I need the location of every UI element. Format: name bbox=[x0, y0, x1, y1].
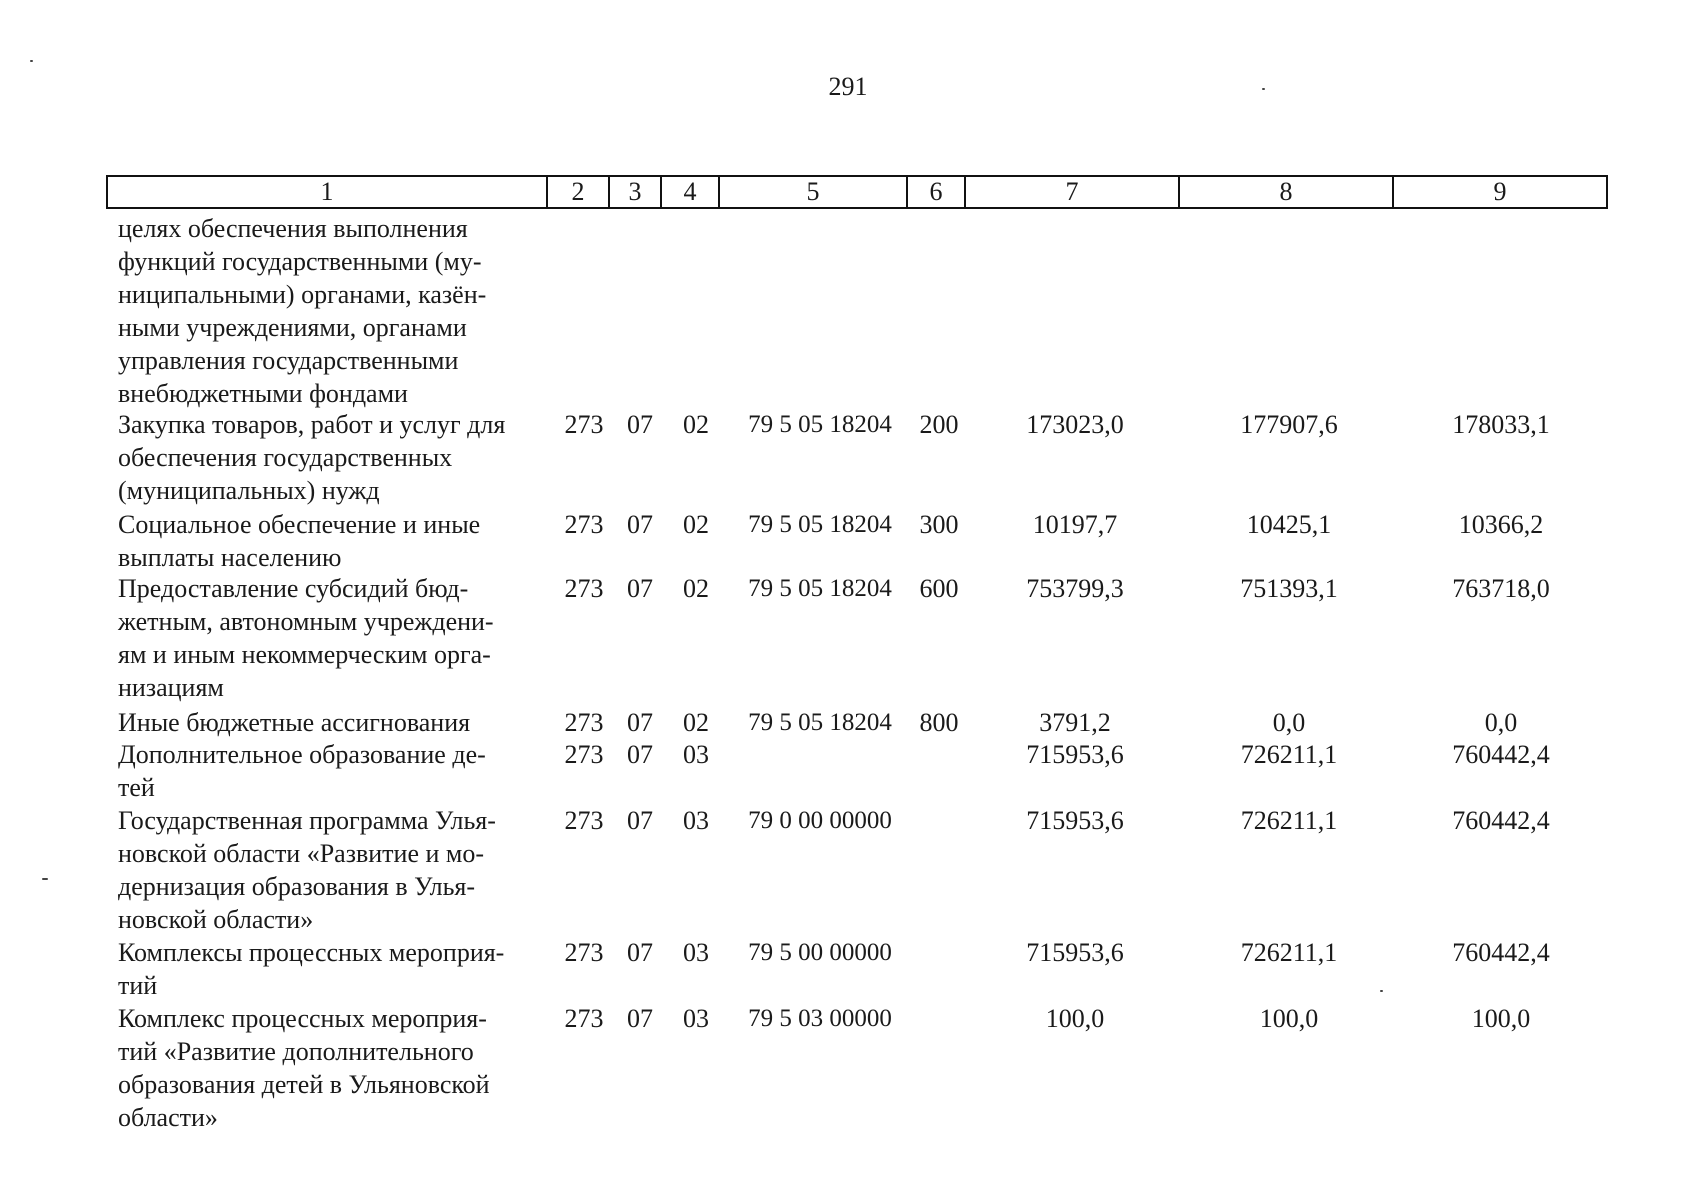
scan-speck bbox=[1380, 990, 1383, 992]
amount-year-3: 760442,4 bbox=[1452, 806, 1550, 835]
description-line: тей bbox=[118, 773, 155, 802]
target-article-code: 79 5 00 00000 bbox=[748, 939, 892, 966]
amount-year-2: 751393,1 bbox=[1240, 574, 1338, 603]
expense-type-code: 800 bbox=[919, 708, 959, 737]
section-code: 07 bbox=[627, 410, 653, 439]
row-description bbox=[118, 706, 538, 739]
description-line: Социальное обеспечение и иные bbox=[118, 510, 481, 539]
section-code: 07 bbox=[627, 938, 653, 967]
amount-year-1: 3791,2 bbox=[1039, 708, 1111, 737]
description-line: (муниципальных) нужд bbox=[118, 476, 380, 505]
row-description bbox=[118, 936, 538, 1002]
column-header-7: 7 bbox=[965, 176, 1179, 208]
amount-year-3: 10366,2 bbox=[1458, 510, 1544, 539]
amount-year-1: 715953,6 bbox=[1026, 806, 1124, 835]
column-header-9: 9 bbox=[1393, 176, 1607, 208]
section-code: 07 bbox=[627, 510, 653, 539]
subsection-code: 02 bbox=[683, 708, 709, 737]
column-header-5: 5 bbox=[719, 176, 907, 208]
amount-year-1: 100,0 bbox=[1045, 1004, 1105, 1033]
description-line: Иные бюджетные ассигнования bbox=[118, 708, 471, 737]
description-line: Дополнительное образование де- bbox=[118, 740, 486, 769]
description-line: тий «Развитие дополнительного bbox=[118, 1037, 474, 1066]
target-article-code: 79 5 05 18204 bbox=[748, 511, 892, 538]
amount-year-2: 100,0 bbox=[1259, 1004, 1319, 1033]
row-description bbox=[118, 738, 538, 804]
column-header-1: 1 bbox=[107, 176, 547, 208]
amount-year-1: 753799,3 bbox=[1026, 574, 1124, 603]
section-code: 07 bbox=[627, 708, 653, 737]
grbs-code: 273 bbox=[564, 574, 604, 603]
description-line: низациям bbox=[118, 673, 224, 702]
amount-year-3: 760442,4 bbox=[1452, 740, 1550, 769]
column-number-header bbox=[106, 175, 1608, 209]
section-code: 07 bbox=[627, 574, 653, 603]
subsection-code: 02 bbox=[683, 574, 709, 603]
section-code: 07 bbox=[627, 740, 653, 769]
column-header-4: 4 bbox=[661, 176, 719, 208]
expense-type-code: 200 bbox=[919, 410, 959, 439]
description-line: ными учреждениями, органами bbox=[118, 313, 467, 342]
description-line: внебюджетными фондами bbox=[118, 379, 408, 408]
amount-year-2: 726211,1 bbox=[1240, 806, 1338, 835]
amount-year-3: 763718,0 bbox=[1452, 574, 1550, 603]
description-line: Государственная программа Улья- bbox=[118, 806, 496, 835]
expense-type-code: 600 bbox=[919, 574, 959, 603]
row-description bbox=[118, 1002, 538, 1134]
expense-type-code: 300 bbox=[919, 510, 959, 539]
description-line: Предоставление субсидий бюд- bbox=[118, 574, 469, 603]
description-line: Комплекс процессных мероприя- bbox=[118, 1004, 487, 1033]
subsection-code: 03 bbox=[683, 740, 709, 769]
grbs-code: 273 bbox=[564, 510, 604, 539]
target-article-code: 79 5 05 18204 bbox=[748, 575, 892, 602]
scan-speck bbox=[42, 878, 48, 880]
row-description bbox=[118, 508, 538, 574]
amount-year-1: 10197,7 bbox=[1032, 510, 1118, 539]
target-article-code: 79 0 00 00000 bbox=[748, 807, 892, 834]
amount-year-2: 726211,1 bbox=[1240, 740, 1338, 769]
description-line: дернизация образования в Улья- bbox=[118, 872, 476, 901]
amount-year-2: 177907,6 bbox=[1240, 410, 1338, 439]
description-line: жетным, автономным учреждени- bbox=[118, 607, 494, 636]
grbs-code: 273 bbox=[564, 1004, 604, 1033]
grbs-code: 273 bbox=[564, 806, 604, 835]
amount-year-2: 0,0 bbox=[1272, 708, 1306, 737]
amount-year-1: 173023,0 bbox=[1026, 410, 1124, 439]
grbs-code: 273 bbox=[564, 708, 604, 737]
section-code: 07 bbox=[627, 1004, 653, 1033]
section-code: 07 bbox=[627, 806, 653, 835]
row-description bbox=[118, 804, 538, 936]
description-line: новской области «Развитие и мо- bbox=[118, 839, 485, 868]
description-line: образования детей в Ульяновской bbox=[118, 1070, 490, 1099]
row-description bbox=[118, 212, 538, 410]
description-line: выплаты населению bbox=[118, 543, 342, 572]
subsection-code: 03 bbox=[683, 806, 709, 835]
description-line: Закупка товаров, работ и услуг для bbox=[118, 410, 506, 439]
scan-speck bbox=[30, 60, 33, 62]
subsection-code: 02 bbox=[683, 510, 709, 539]
description-line: Комплексы процессных мероприя- bbox=[118, 938, 505, 967]
amount-year-3: 178033,1 bbox=[1452, 410, 1550, 439]
target-article-code: 79 5 05 18204 bbox=[748, 709, 892, 736]
subsection-code: 02 bbox=[683, 410, 709, 439]
grbs-code: 273 bbox=[564, 410, 604, 439]
column-header-3: 3 bbox=[609, 176, 661, 208]
description-line: тий bbox=[118, 971, 158, 1000]
description-line: области» bbox=[118, 1103, 218, 1132]
description-line: обеспечения государственных bbox=[118, 443, 453, 472]
amount-year-2: 726211,1 bbox=[1240, 938, 1338, 967]
target-article-code: 79 5 03 00000 bbox=[748, 1005, 892, 1032]
row-description bbox=[118, 572, 538, 704]
amount-year-3: 760442,4 bbox=[1452, 938, 1550, 967]
description-line: ниципальными) органами, казён- bbox=[118, 280, 487, 309]
description-line: функций государственными (му- bbox=[118, 247, 482, 276]
page-number: 291 bbox=[828, 72, 868, 101]
row-description bbox=[118, 408, 538, 507]
description-line: целях обеспечения выполнения bbox=[118, 214, 468, 243]
description-line: ям и иным некоммерческим орга- bbox=[118, 640, 491, 669]
amount-year-1: 715953,6 bbox=[1026, 938, 1124, 967]
amount-year-1: 715953,6 bbox=[1026, 740, 1124, 769]
column-header-6: 6 bbox=[907, 176, 965, 208]
amount-year-3: 100,0 bbox=[1471, 1004, 1531, 1033]
grbs-code: 273 bbox=[564, 740, 604, 769]
subsection-code: 03 bbox=[683, 1004, 709, 1033]
amount-year-3: 0,0 bbox=[1484, 708, 1518, 737]
amount-year-2: 10425,1 bbox=[1246, 510, 1332, 539]
grbs-code: 273 bbox=[564, 938, 604, 967]
description-line: новской области» bbox=[118, 905, 314, 934]
target-article-code: 79 5 05 18204 bbox=[748, 411, 892, 438]
column-header-8: 8 bbox=[1179, 176, 1393, 208]
column-header-2: 2 bbox=[547, 176, 609, 208]
subsection-code: 03 bbox=[683, 938, 709, 967]
description-line: управления государственными bbox=[118, 346, 459, 375]
